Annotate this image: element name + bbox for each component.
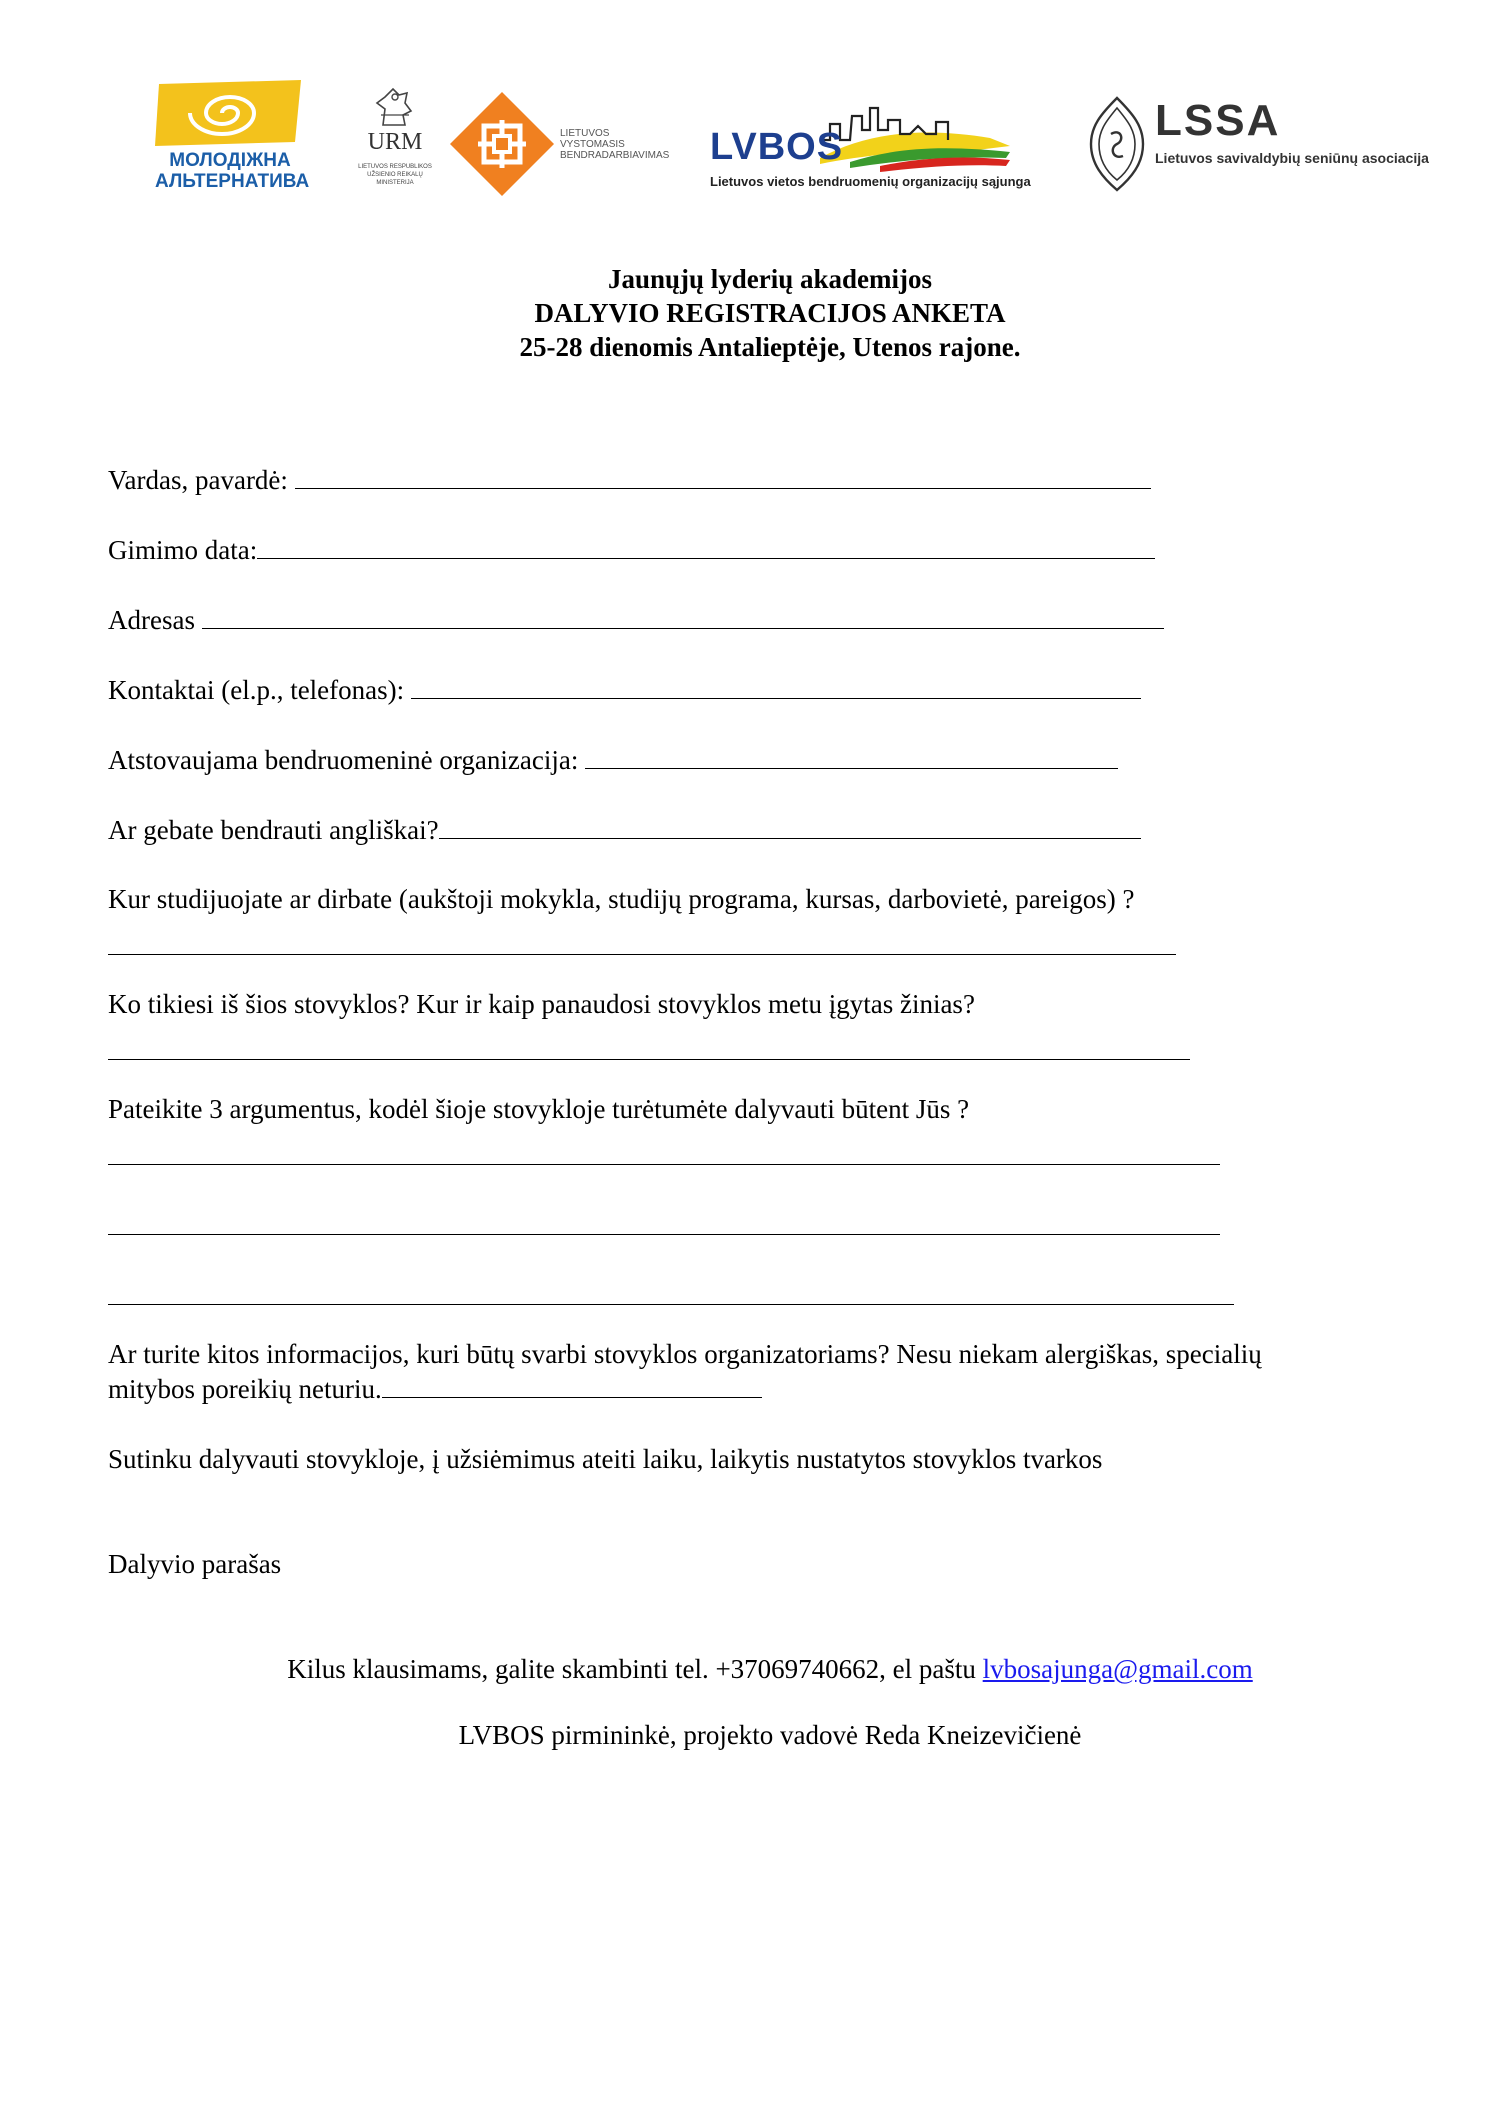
molodizhna-swirl-icon — [155, 80, 305, 146]
molodizhna-logo — [155, 80, 310, 200]
arguments-question: Pateikite 3 argumentus, kodėl šioje stovykloje turėtumėte dalyvauti būtent Jūs ? — [108, 1094, 970, 1124]
lvb-text-line2: VYSTOMASIS — [560, 139, 625, 150]
lssa-logo — [1085, 94, 1430, 194]
name-input-line[interactable] — [295, 462, 1151, 489]
info-question-line2: mitybos poreikių neturiu. — [108, 1374, 382, 1404]
lvb-logo — [448, 90, 678, 200]
molodizhna-text-line1: МОЛОДІЖНА — [169, 150, 291, 171]
signature-label: Dalyvio parašas — [108, 1549, 282, 1579]
study-answer-line[interactable] — [108, 954, 1176, 955]
lssa-subtitle: Lietuvos savivaldybių seniūnų asociacija — [1155, 150, 1429, 166]
document-heading — [0, 262, 1500, 364]
lvbos-subtitle: Lietuvos vietos bendruomenių organizacijų sąjunga — [710, 174, 1031, 189]
urm-abbr: URM — [367, 129, 423, 155]
urm-small-text: LIETUVOS RESPUBLIKOS UŽSIENIO REIKALŲ MINISTERIJA — [358, 164, 432, 186]
lvb-text-line3: BENDRADARBIAVIMAS — [560, 150, 670, 161]
study-question: Kur studijuojate ar dirbate (aukštoji mokykla, studijų programa, kursas, darbovietė, pareigos) ? — [108, 884, 1135, 914]
lvbos-word: LVBOS — [710, 126, 844, 168]
lvb-text — [560, 128, 685, 161]
argument-3-line[interactable] — [108, 1304, 1234, 1305]
logo-strip — [150, 80, 1430, 210]
organization-input-line[interactable] — [585, 742, 1118, 769]
expect-question: Ko tikiesi iš šios stovyklos? Kur ir kaip panaudosi stovyklos metu įgytas žinias? — [108, 989, 975, 1019]
heading-line3: 25-28 dienomis Antalieptėje, Utenos rajone. — [519, 332, 1021, 362]
info-question-line1: Ar turite kitos informacijos, kuri būtų svarbi stovyklos organizatoriams? Nesu niekam alergiškas, specialių — [108, 1339, 1262, 1369]
birth-input-line[interactable] — [257, 532, 1155, 559]
contacts-label: Kontaktai (el.p., telefonas): — [108, 675, 411, 705]
english-label: Ar gebate bendrauti angliškai? — [108, 815, 439, 845]
email-link[interactable]: lvbosajunga@gmail.com — [982, 1654, 1253, 1684]
consent-text: Sutinku dalyvauti stovykloje, į užsiėmimus ateiti laiku, laikytis nustatytos stovyklos tvarkos — [108, 1444, 1103, 1474]
english-row — [108, 812, 1141, 847]
organization-row — [108, 742, 1118, 777]
name-row — [108, 462, 1151, 497]
heading-line2: DALYVIO REGISTRACIJOS ANKETA — [534, 298, 1006, 328]
lssa-emblem-icon — [1085, 94, 1149, 194]
lvb-text-line1: LIETUVOS — [560, 128, 610, 139]
expect-answer-line[interactable] — [108, 1059, 1190, 1060]
lssa-word: LSSA — [1155, 96, 1281, 145]
argument-1-line[interactable] — [108, 1164, 1220, 1165]
contact-text: Kilus klausimams, galite skambinti tel. +37069740662, el paštu — [287, 1654, 983, 1684]
urm-logo — [355, 85, 435, 200]
heading-line1: Jaunųjų lyderių akademijos — [607, 264, 933, 294]
address-input-line[interactable] — [202, 602, 1164, 629]
lvb-diamond-icon — [448, 90, 556, 198]
signoff-text: LVBOS pirmininkė, projekto vadovė Reda Kneizevičienė — [458, 1720, 1082, 1750]
contacts-input-line[interactable] — [411, 672, 1141, 699]
molodizhna-text-line2: АЛЬТЕРНАТИВА — [155, 171, 310, 192]
info-question-row2 — [108, 1371, 762, 1406]
birth-row — [108, 532, 1155, 567]
english-input-line[interactable] — [439, 812, 1141, 839]
molodizhna-text — [155, 150, 310, 192]
contact-note — [0, 1652, 1500, 1686]
lvbos-logo — [710, 100, 1070, 190]
birth-label: Gimimo data: — [108, 535, 258, 565]
name-label: Vardas, pavardė: — [108, 465, 295, 495]
address-row — [108, 602, 1164, 637]
info-input-line[interactable] — [382, 1371, 762, 1398]
argument-2-line[interactable] — [108, 1234, 1220, 1235]
address-label: Adresas — [108, 605, 202, 635]
vytis-emblem-icon — [355, 85, 435, 129]
contacts-row — [108, 672, 1141, 707]
organization-label: Atstovaujama bendruomeninė organizacija: — [108, 745, 586, 775]
